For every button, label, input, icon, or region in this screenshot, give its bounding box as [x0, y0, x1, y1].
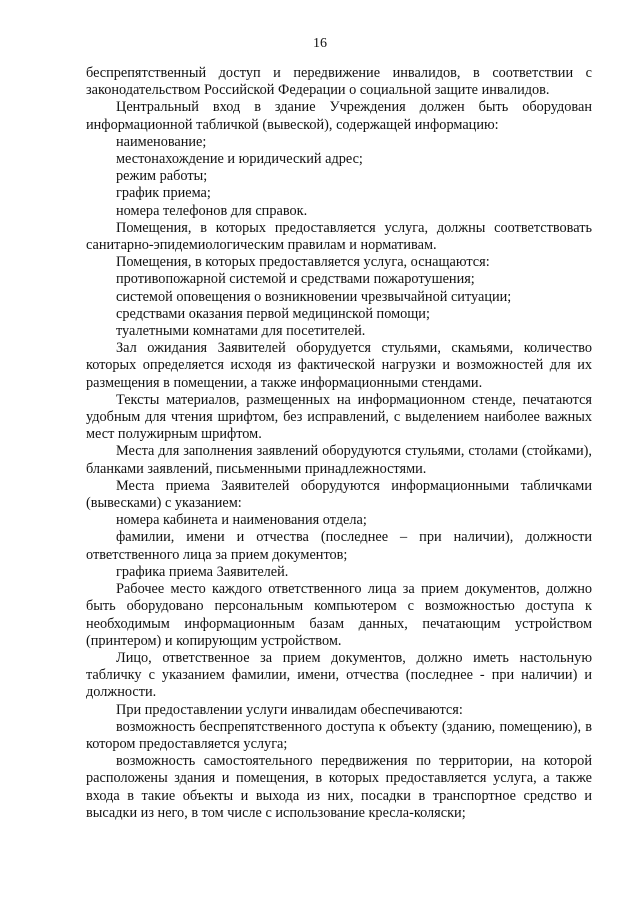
paragraph: системой оповещения о возникновении чрезвычайной ситуации; [116, 288, 512, 305]
paragraph: средствами оказания первой медицинской помощи; [116, 305, 430, 322]
paragraph: наименование; [116, 133, 207, 150]
paragraph: номера кабинета и наименования отдела; [116, 512, 367, 529]
paragraph: номера телефонов для справок. [116, 202, 308, 219]
paragraph: Зал ожидания Заявителей оборудуется стульями, скамьями, количество которых определяется исходя из фактической нагрузки и возможностей для их размещения в помещении, а также информационными стендами. [86, 340, 592, 391]
paragraph: фамилии, имени и отчества (последнее – при наличии), должности ответственного лица за прием документов; [86, 529, 592, 563]
paragraph: возможность самостоятельного передвижения по территории, на которой расположены здания и помещения, в которых предоставляется услуга, а также входа в такие объекты и выхода из них, посадки в транспортное средство и высадки из него, в том числе с использование кресла-коляски; [86, 753, 592, 821]
paragraph: возможность беспрепятственного доступа к объекту (зданию, помещению), в котором предоставляется услуга; [86, 718, 592, 752]
paragraph: Места приема Заявителей оборудуются информационными табличками (вывесками) с указанием: [86, 477, 592, 512]
paragraph: При предоставлении услуги инвалидам обеспечиваются: [116, 701, 463, 718]
paragraph: противопожарной системой и средствами пожаротушения; [116, 271, 475, 288]
paragraph: беспрепятственный доступ и передвижение инвалидов, в соответствии с законодательством Российской Федерации о социальной защите инвалидов. [86, 65, 592, 99]
paragraph: режим работы; [116, 168, 208, 185]
paragraph: Тексты материалов, размещенных на информационном стенде, печатаются удобным для чтения шрифтом, без исправлений, с выделением наиболее важных мест полужирным шрифтом. [86, 391, 592, 443]
paragraph: Рабочее место каждого ответственного лица за прием документов, должно быть оборудовано персональным компьютером с возможностью доступа к необходимым информационным базам данных, печатающим устройством (принтером) и копирующим устройством. [86, 581, 592, 649]
paragraph: туалетными комнатами для посетителей. [116, 323, 366, 340]
page-number: 16 [313, 36, 327, 51]
paragraph: Помещения, в которых предоставляется услуга, должны соответствовать санитарно-эпидемиологическим правилам и нормативам. [86, 219, 592, 254]
paragraph: Помещения, в которых предоставляется услуга, оснащаются: [116, 254, 490, 271]
paragraph: графика приема Заявителей. [116, 563, 289, 580]
paragraph: Центральный вход в здание Учреждения должен быть оборудован информационной табличкой (вывеской), содержащей информацию: [86, 99, 592, 133]
paragraph: Лицо, ответственное за прием документов, должно иметь настольную табличку с указанием фамилии, имени, отчества (последнее - при наличии) и должности. [86, 649, 592, 701]
paragraph: местонахождение и юридический адрес; [116, 151, 363, 168]
paragraph: график приема; [116, 185, 211, 202]
body-text [86, 65, 592, 822]
paragraph: Места для заполнения заявлений оборудуются стульями, столами (стойками), бланками заявлений, письменными принадлежностями. [86, 443, 592, 477]
